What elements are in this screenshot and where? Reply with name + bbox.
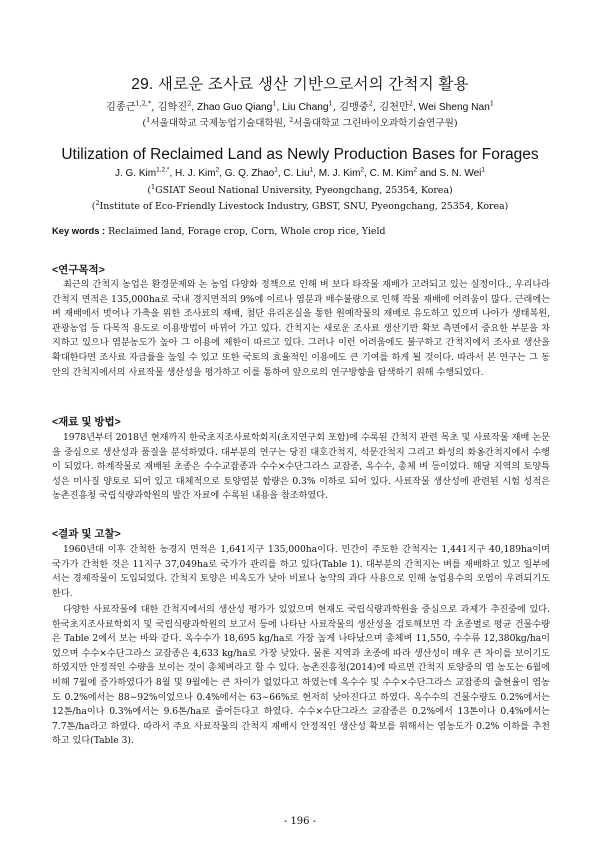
affiliation-english-2 [0, 198, 600, 212]
author-name: , G. Q. Zhao [219, 168, 275, 179]
author-affil-mark: 1,2,* [156, 166, 170, 174]
affiliation-paren: ( [147, 185, 151, 196]
author-name: , 김천만 [372, 102, 409, 113]
affiliation-text: 서울대학교 그린바이오과학기술연구원) [293, 118, 458, 129]
author-affil-mark: 2 [368, 99, 373, 108]
author-list-korean [0, 98, 600, 113]
author-name: , Zhao Guo Qiang [191, 102, 273, 113]
affil-mark: 1 [146, 115, 151, 124]
affil-mark: 1 [150, 182, 156, 191]
author-affil-mark: 2 [408, 99, 413, 108]
section-heading-materials: <재료 및 방법> [52, 416, 121, 428]
page-number: - 196 - [283, 816, 317, 827]
section-heading-results: <결과 및 고찰> [52, 528, 121, 540]
keywords-label: Key words : [52, 225, 106, 236]
author-affil-mark: 1 [309, 166, 314, 174]
affiliation-text: Institute of Eco-Friendly Livestock Industry, GBST, SNU, Pyeongchang, 25354, Korea) [99, 201, 509, 212]
affiliation-paren: ( [142, 118, 147, 129]
affiliation-text: GSIAT Seoul National University, Pyeongchang, 25354, Korea) [155, 185, 453, 196]
author-affil-mark: 1,2,* [135, 99, 152, 108]
author-affil-mark: 2 [413, 166, 418, 174]
keywords [52, 225, 552, 237]
author-affil-mark: 2 [187, 99, 192, 108]
section-body-results-1: 1960년대 이후 간척한 농경지 면적은 1,641지구 135,000ha이다. 민간이 주도한 간척지는 1,441지구 40,189ha이며 국가가 간척한 것은 11지구 37,049ha로 국가가 관리를 하고 있다(Table 1). 대부분의 간척지는 벼를 재배하고 있고 일부에서는 경제작물이 도입되었다. 간척지 토양은 비옥도가 낮아 비료나 농약의 과다 사용으로 인해 농업용수의 오염이 우려되기도 한다. [52, 545, 550, 599]
affil-mark: 2 [95, 198, 100, 207]
section-heading-purpose: <연구목적> [52, 264, 105, 276]
paper-title-korean: 29. 새로운 조사료 생산 기반으로서의 간척지 활용 [131, 76, 469, 93]
author-affil-mark: 2 [360, 166, 365, 174]
author-affil-mark: 1 [274, 166, 278, 174]
paper-title-english: Utilization of Reclaimed Land as Newly Production Bases for Forages [61, 146, 539, 163]
author-affil-mark: 1 [328, 99, 333, 108]
affiliation-korean [0, 115, 600, 129]
author-affil-mark: 1 [481, 166, 486, 174]
author-name: , M. J. Kim [313, 168, 361, 179]
author-name: J. G. Kim [114, 168, 157, 179]
author-name: , H. J. Kim [169, 168, 216, 179]
keywords-text: Reclaimed land, Forage crop, Corn, Whole crop rice, Yield [105, 226, 386, 237]
section-body-materials: 1978년부터 2018년 현재까지 한국초지조사료학회지(초지연구회 포함)에 수록된 간척지 관련 목초 및 사료작물 재배 논문을 중심으로 생산성과 품질을 분석하였다. 대부분의 연구는 당진 대호간척지, 석문간척지 그리고 화성의 화옹간척지에서 수행이 되었다. 하계작물로 재배된 초종은 수수교잡종과 수수×수단그라스 교잡종, 옥수수, 총체 벼 등이었다. 해당 지역의 토양특성은 미사질 양토로 되어 있고 대체적으로 토양염분 함량은 0.3% 이하로 되어 있다. 사료작물 생산성에 관련된 시험 성적은 농촌진흥청 국립식량과학원의 발간 자료에 수록된 내용을 참조하였다. [52, 433, 550, 502]
author-name: , 김학진 [151, 102, 188, 113]
author-name: , C. M. Kim [364, 168, 414, 179]
author-name: 김종근 [106, 102, 136, 113]
author-name: , Liu Chang [276, 102, 329, 113]
section-body-results-2: 다양한 사료작물에 대한 간척지에서의 생산성 평가가 있었으며 현재도 국립식량과학원을 중심으로 과제가 추진중에 있다. 한국초지조사료학회지 및 국립식량과학원의 보고서 등에 나타난 사료작물의 생산성을 검토해보면 각 초종별로 평균 건물수량은 Table 2에서 보는 바와 같다. 옥수수가 18,695 kg/ha로 가장 높게 나타났으며 총체벼 11,550, 수수류 12,380kg/ha이었으며 수수×수단그라스 교잡종은 4,633 kg/ha로 가장 낮았다. 물론 지역과 초종에 따라 생산성이 매우 큰 차이를 보이기도 하였지만 안정적인 수량을 보이는 것이 총체벼라고 할 수 있다. 농촌진흥청(2014)에 따르면 간척지 토양중의 염 농도는 6월에 비해 7월에 증가하였다가 8월 및 9월에는 큰 차이가 없었다고 하였는데 옥수수 및 수수×수단그라스 교잡종의 출현율이 염농도 0.2%에서는 88∼92%이었으나 0.4%에서는 63∼66%로 현저히 낮아진다고 하였다. 옥수수의 건물수량도 0.2%에서는 12톤/ha이나 0.3%에서는 9.6톤/ha로 줄어든다고 하였다. 수수×수단그라스 교잡종은 0.2%에서 13톤이나 0.4%에서는 7.7톤/ha라고 하였다. 따라서 주요 사료작물의 간척지 재배시 안정적인 생산성 확보를 위해서는 염농도가 0.2% 이하를 추천하고 있다(Table 3). [52, 605, 550, 747]
affil-mark: 2 [289, 115, 294, 124]
author-name: , C. Liu [277, 168, 310, 179]
author-affil-mark: 2 [215, 166, 220, 174]
section-body-purpose: 최근의 간척지 농업은 환경문제와 논 농업 다양화 정책으로 인해 벼 보다 타작물 재배가 고려되고 있는 실정이다., 우리나라 간척지 면적은 135,000ha로 국내 경지면적의 9%에 이르나 염분과 배수불량으로 인해 작물 재배에 어려움이 많다. 근래에는 벼 재배에서 벗어나 가축을 위한 조사료의 재배, 첨단 유리온실을 통한 원예작물의 재배로 유도하고 있으며 나아가 생태복원, 관광농업 등 다목적 용도로 이용방법이 바뀌어 가고 있다. 간척지는 새로운 조사료 생산기반 확보 측면에서 중요한 부분을 차지하고 있으나 염분농도가 높아 그 이용에 제한이 따르고 있다. 그러나 이런 어려움에도 불구하고 간척지에서 조사료 생산을 확대한다면 조사료 자급률을 높일 수 있고 또한 국토의 효율적인 이용에도 큰 기여를 하게 될 것이다. 따라서 본 연구는 그 동안의 간척지에서의 사료작물 생산성을 평가하고 이를 통하여 앞으로의 연구방향을 탐색하기 위해 수행되었다. [52, 280, 551, 378]
author-name: , 김맹중 [332, 102, 369, 113]
author-name: and S. N. Wei [417, 168, 482, 179]
author-name: , Wei Sheng Nan [413, 102, 490, 113]
affiliation-paren: ( [91, 201, 96, 212]
affiliation-english-1 [0, 182, 600, 196]
author-affil-mark: 1 [272, 99, 277, 108]
affiliation-text: 서울대학교 국제농업기술대학원, [150, 118, 290, 129]
author-list-english [0, 168, 600, 179]
author-affil-mark: 1 [489, 99, 494, 108]
